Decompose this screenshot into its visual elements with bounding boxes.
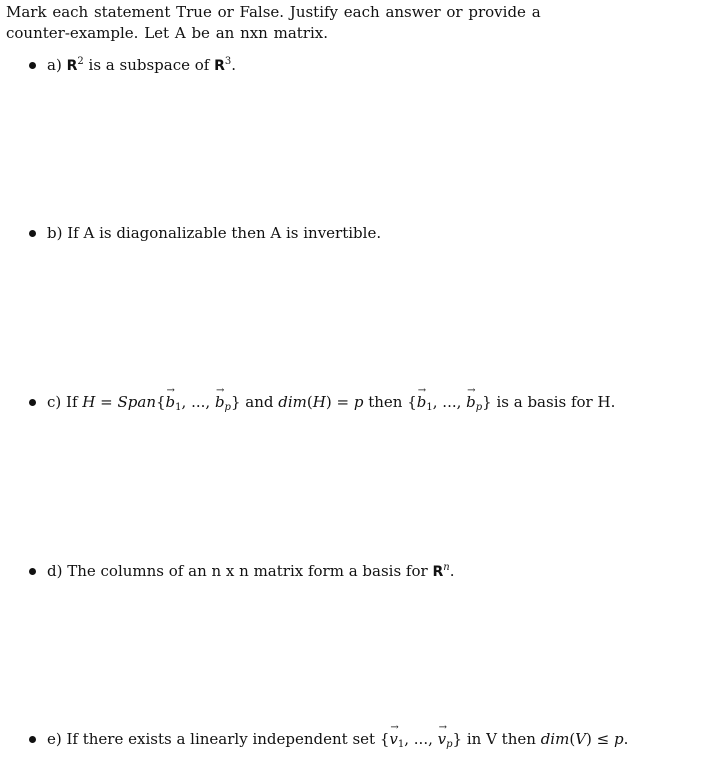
statement-a-label: a) bbox=[47, 56, 62, 74]
statement-d-text: d) The columns of an n x n matrix form a basis for bbox=[47, 562, 428, 580]
statement-b bbox=[29, 223, 381, 243]
ellipsis: ..., bbox=[442, 393, 462, 411]
bullet-icon bbox=[29, 62, 36, 69]
ellipsis: ..., bbox=[191, 393, 211, 411]
real-numbers-symbol: R bbox=[432, 564, 444, 580]
math-op: = bbox=[336, 393, 350, 411]
math-var: b bbox=[466, 393, 476, 411]
real-numbers-symbol: R bbox=[66, 58, 78, 74]
bullet-icon bbox=[29, 399, 36, 406]
subscript: p bbox=[446, 739, 453, 750]
math-func: Span bbox=[117, 393, 156, 411]
statement-b-text: b) If A is diagonalizable then A is invertible. bbox=[47, 224, 382, 242]
ellipsis: ..., bbox=[413, 730, 433, 748]
math-var: v bbox=[389, 730, 398, 748]
statement-d bbox=[29, 561, 454, 582]
exponent: n bbox=[443, 562, 450, 573]
statement-e-label: e) If there exists a linearly independent set bbox=[47, 730, 376, 748]
period: . bbox=[623, 730, 629, 748]
bullet-icon bbox=[29, 568, 36, 575]
math-func: dim bbox=[278, 393, 307, 411]
math-text: then bbox=[368, 393, 403, 411]
vector-bp bbox=[466, 392, 476, 412]
math-var: v bbox=[437, 730, 447, 748]
statement-c-text: is a basis for H. bbox=[496, 393, 616, 411]
statement-e-text: in V then bbox=[466, 730, 536, 748]
math-var: p bbox=[614, 730, 624, 748]
statement-a bbox=[29, 55, 236, 76]
vector-b1 bbox=[166, 392, 176, 412]
instructions: Mark each statement True or False. Justify each answer or provide a counter-example. Let A be an nxn matrix. bbox=[6, 3, 541, 42]
subscript: 1 bbox=[175, 402, 182, 413]
exponent: 2 bbox=[77, 56, 84, 67]
statement-c: c) If H = Span{→ $b_1$, ..., → $b_p$} and dim(H) = p then {→ $b_1$, ..., → $b_p$} is a basis for H. bbox=[29, 392, 615, 412]
vector-b1 bbox=[417, 392, 427, 412]
math-op: ≤ bbox=[596, 730, 610, 748]
math-var: b bbox=[165, 393, 176, 411]
math-op: = bbox=[100, 393, 113, 411]
math-var: H bbox=[312, 393, 326, 411]
subscript: p bbox=[475, 402, 483, 413]
math-var: p bbox=[353, 393, 364, 411]
math-var: H bbox=[82, 393, 96, 411]
math-func: dim bbox=[540, 730, 570, 748]
math-text: and bbox=[245, 393, 274, 411]
statement-a-text: is a subspace of bbox=[88, 56, 210, 74]
bullet-icon bbox=[29, 230, 36, 237]
math-var: b bbox=[214, 393, 225, 411]
real-numbers-symbol: R bbox=[214, 58, 225, 74]
vector-v1 bbox=[389, 729, 397, 749]
bullet-icon bbox=[29, 736, 36, 743]
statement-e: e) If there exists a linearly independent set {→ $v_1$, ..., → $v_p$} in V then dim(V) ≤ p. bbox=[29, 729, 628, 749]
statement-c-label: c) If bbox=[47, 393, 78, 411]
exponent: 3 bbox=[224, 56, 232, 67]
subscript: p bbox=[224, 402, 231, 413]
math-var: b bbox=[416, 393, 427, 411]
vector-vp bbox=[438, 729, 446, 749]
period: . bbox=[449, 562, 455, 580]
subscript: 1 bbox=[426, 402, 433, 413]
vector-bp bbox=[215, 392, 225, 412]
subscript: 1 bbox=[397, 739, 405, 750]
math-var: V bbox=[575, 730, 587, 748]
period: . bbox=[231, 56, 237, 74]
